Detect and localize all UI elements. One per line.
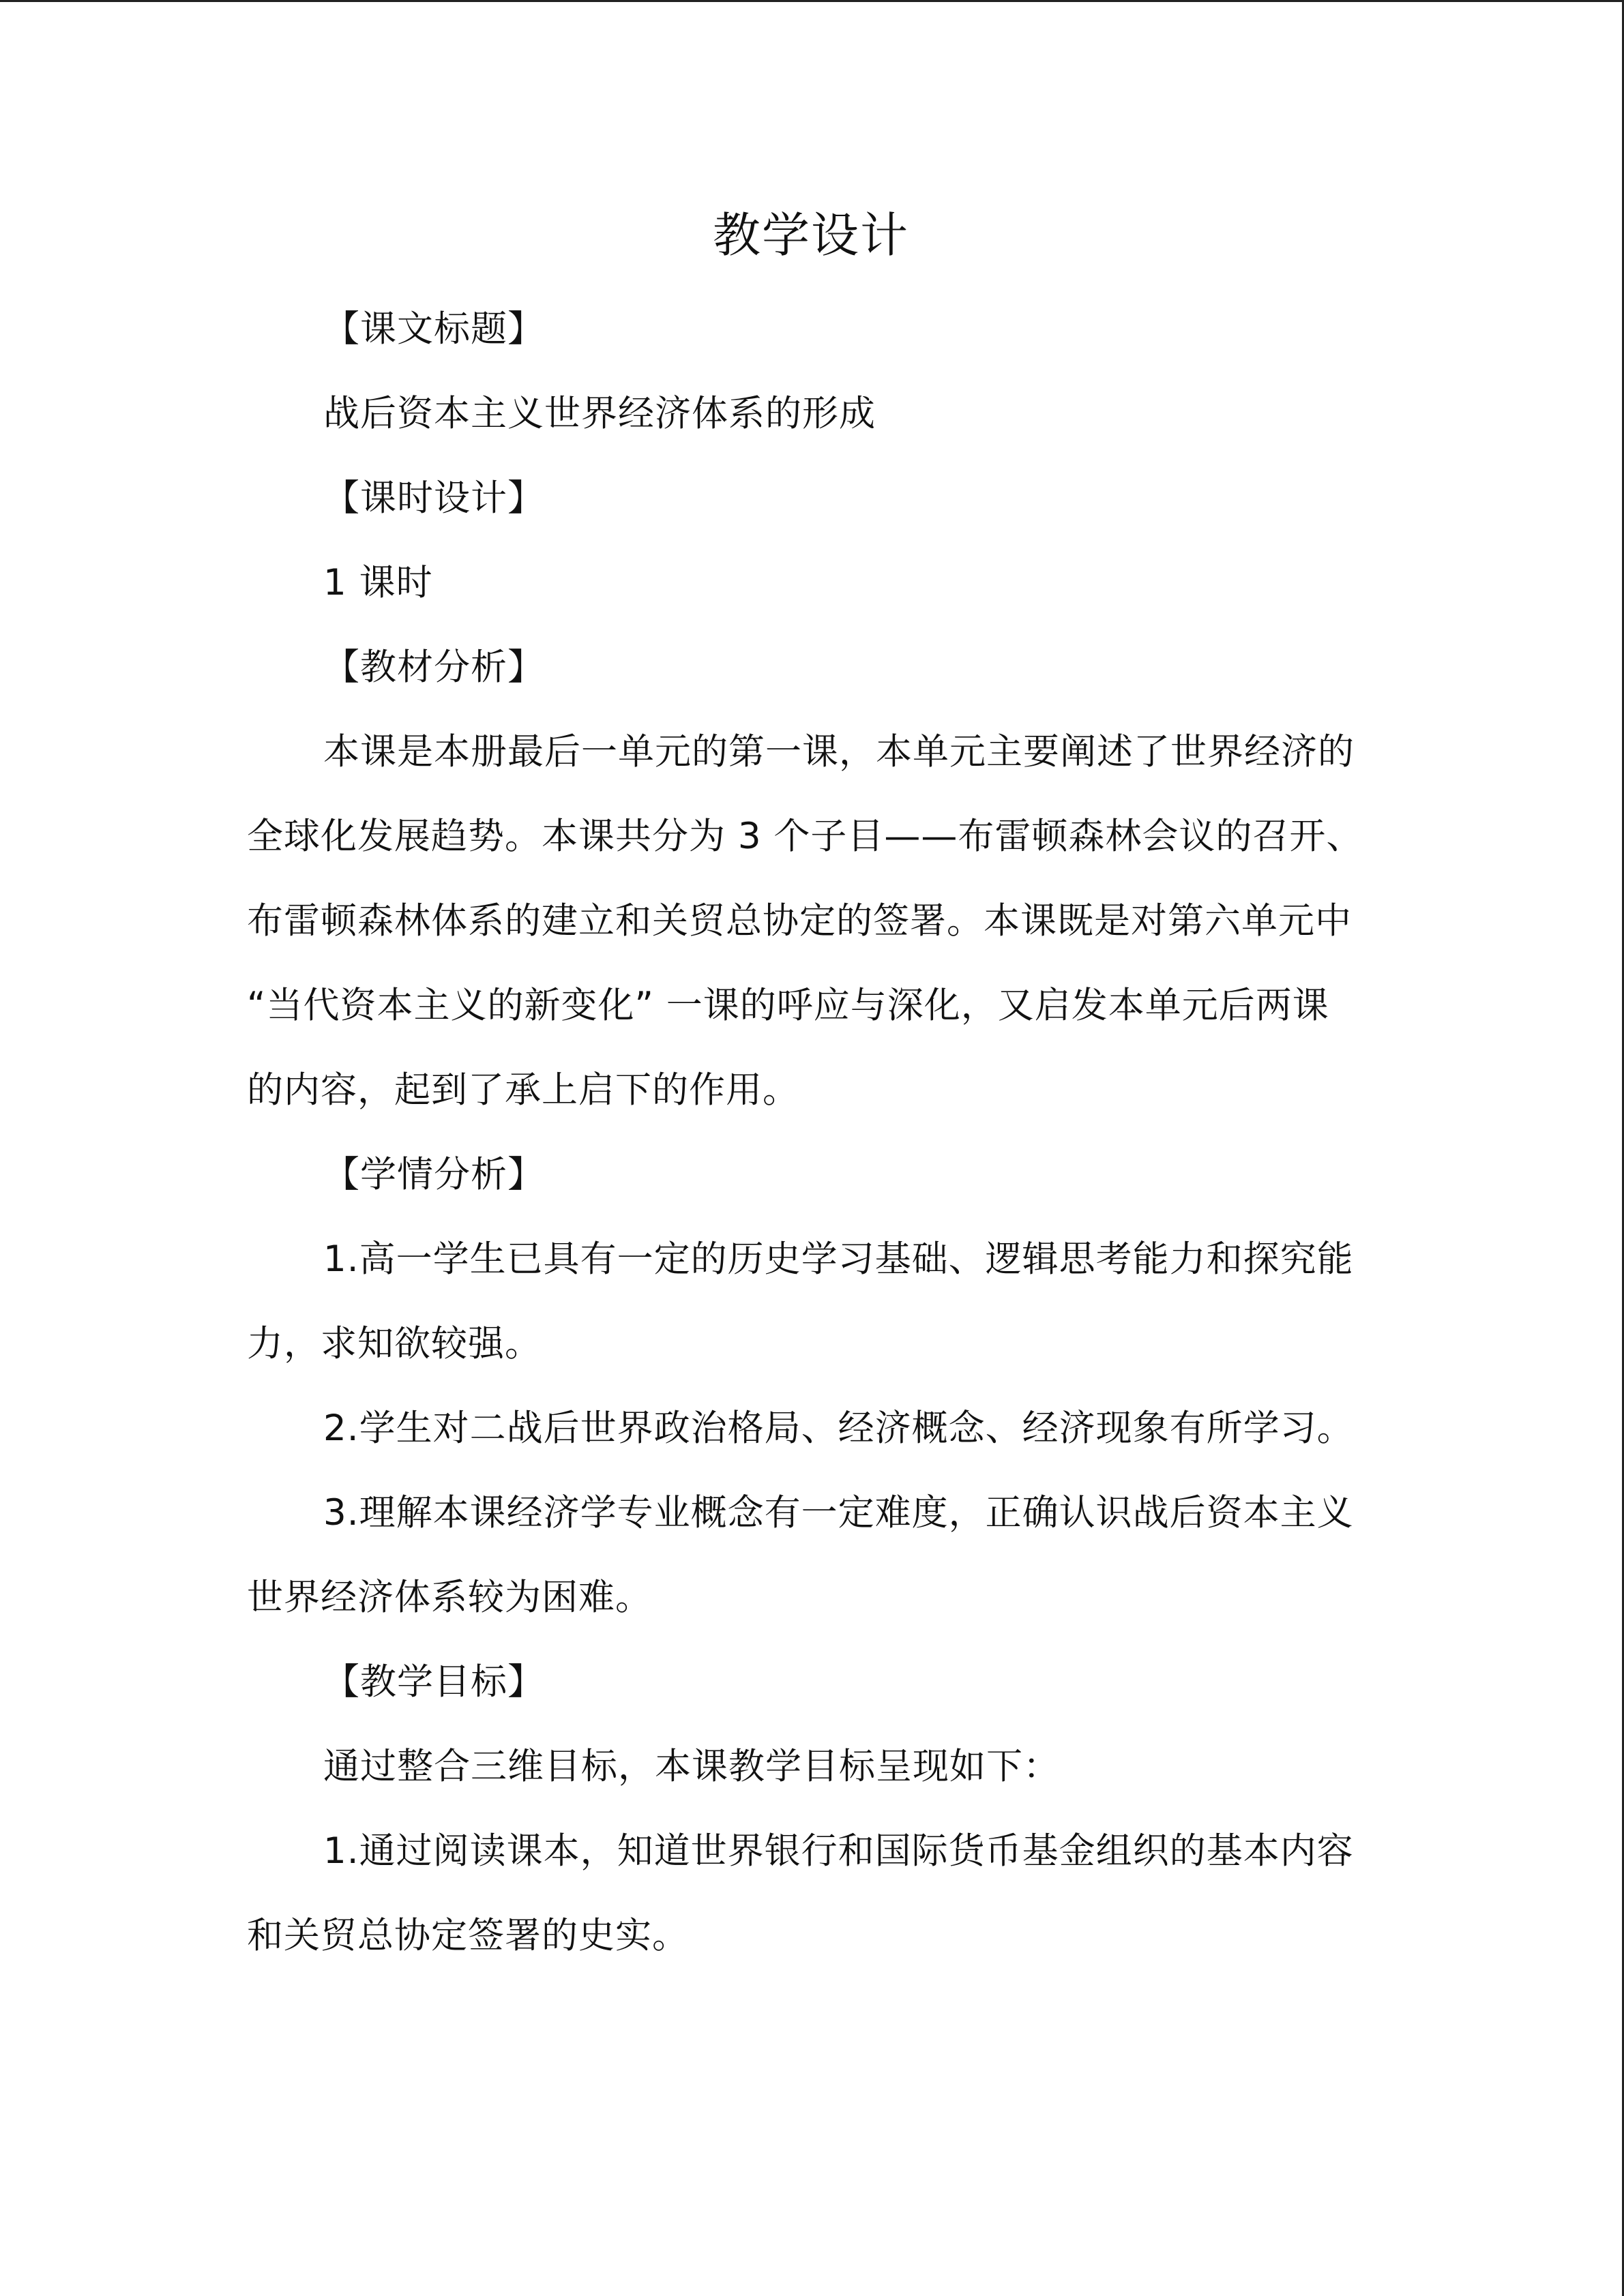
textbook-analysis-paragraph: 本课是本册最后一单元的第一课，本单元主要阐述了世界经济的全球化发展趋势。本课共分为 3 个子目——布雷顿森林会议的召开、布雷顿森林体系的建立和关贸总协定的签署。本课既是对第六单元中 “当代资本主义的新变化” 一课的呼应与深化，又启发本单元后两课的内容，起到了承上启下的作用。 bbox=[247, 731, 1363, 1111]
lesson-title-content: 战后资本主义世界经济体系的形成 bbox=[323, 393, 876, 434]
section-heading-student-analysis: 【学情分析】 bbox=[323, 1154, 544, 1195]
student-analysis-item: 3.理解本课经济学专业概念有一定难度，正确认识战后资本主义世界经济体系较为困难。 bbox=[247, 1492, 1354, 1618]
section-heading-class-hours: 【课时设计】 bbox=[323, 477, 544, 519]
class-hours-content: 1 课时 bbox=[323, 562, 433, 603]
section-heading-lesson-title: 【课文标题】 bbox=[323, 308, 544, 350]
student-analysis-item: 2.学生对二战后世界政治格局、经济概念、经济现象有所学习。 bbox=[323, 1407, 1354, 1449]
document-body bbox=[247, 287, 1365, 1978]
section-heading-teaching-objectives: 【教学目标】 bbox=[323, 1661, 544, 1703]
teaching-objectives-intro: 通过整合三维目标，本课教学目标呈现如下： bbox=[323, 1746, 1060, 1787]
document-title: 教学设计 bbox=[713, 207, 909, 263]
teaching-objective-item: 1.通过阅读课本，知道世界银行和国际货币基金组织的基本内容和关贸总协定签署的史实。 bbox=[247, 1830, 1354, 1956]
student-analysis-item: 1.高一学生已具有一定的历史学习基础、逻辑思考能力和探究能力，求知欲较强。 bbox=[247, 1238, 1354, 1365]
section-heading-textbook-analysis: 【教材分析】 bbox=[323, 646, 544, 688]
